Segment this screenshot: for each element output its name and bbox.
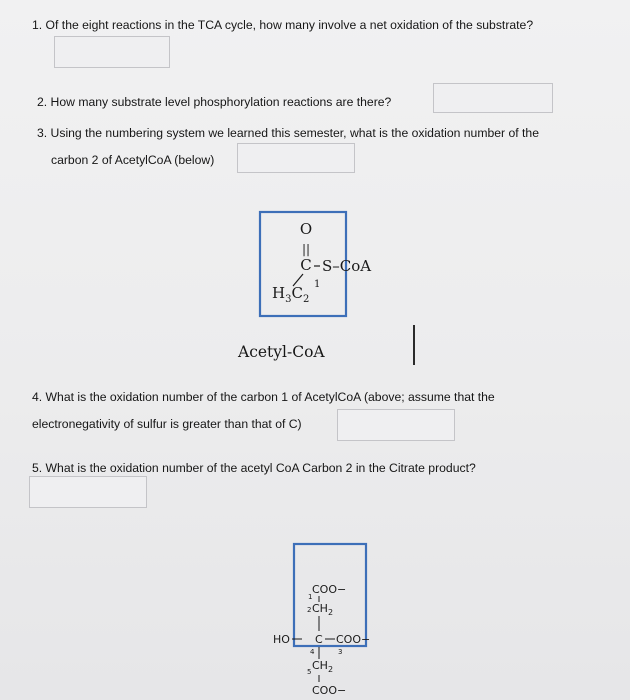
answer-box-q1[interactable]	[54, 36, 170, 68]
double-bond-symbol: ||	[301, 242, 311, 256]
citrate-bottom-carboxylate: COO−	[312, 684, 347, 697]
citrate-top-carboxylate: COO−	[312, 583, 347, 596]
question-3-text-line2: carbon 2 of AcetylCoA (below)	[51, 153, 215, 167]
citrate-carbon-1-number: 1	[308, 593, 313, 601]
citrate-carbon-3-number: 3	[338, 648, 343, 656]
carbon-1-number: 1	[314, 279, 321, 290]
citrate-carbon-2-number: 2	[307, 606, 312, 614]
question-1-text: 1. Of the eight reactions in the TCA cycle, how many involve a net oxidation of the substrate?	[32, 18, 534, 32]
citrate-carbon-5-number: 5	[307, 668, 312, 676]
question-2-text: 2. How many substrate level phosphorylation reactions are there?	[37, 95, 392, 109]
citrate-hydroxyl: HO	[273, 633, 290, 646]
question-4-text-line1: 4. What is the oxidation number of the carbon 1 of AcetylCoA (above; assume that the	[32, 390, 495, 404]
citrate-carbon-4-number: 4	[310, 648, 315, 656]
citrate-top-methylene: $CH_2$	[312, 602, 334, 617]
citrate-center-carboxylate: COO−	[336, 633, 371, 646]
carbonyl-carbon: C	[300, 256, 312, 274]
question-4-text-line2: electronegativity of sulfur is greater than that of C)	[32, 417, 302, 431]
methyl-group: $H_3C_2$	[272, 284, 310, 305]
answer-box-q2[interactable]	[433, 83, 553, 113]
question-5-text: 5. What is the oxidation number of the acetyl CoA Carbon 2 in the Citrate product?	[32, 461, 476, 475]
pen-mark	[413, 325, 415, 365]
carbonyl-oxygen: O	[299, 220, 313, 238]
citrate-structure	[262, 536, 402, 700]
question-3-text-line1: 3. Using the numbering system we learned this semester, what is the oxidation number of the	[37, 126, 539, 140]
answer-box-q4[interactable]	[337, 409, 455, 441]
thioester-group: S–CoA	[322, 257, 372, 275]
answer-box-q3[interactable]	[237, 143, 355, 173]
citrate-central-carbon: C	[315, 633, 323, 646]
acetyl-coa-caption: Acetyl-CoA	[238, 343, 325, 361]
answer-box-q5[interactable]	[29, 476, 147, 508]
citrate-bottom-methylene: $CH_2$	[312, 659, 334, 674]
